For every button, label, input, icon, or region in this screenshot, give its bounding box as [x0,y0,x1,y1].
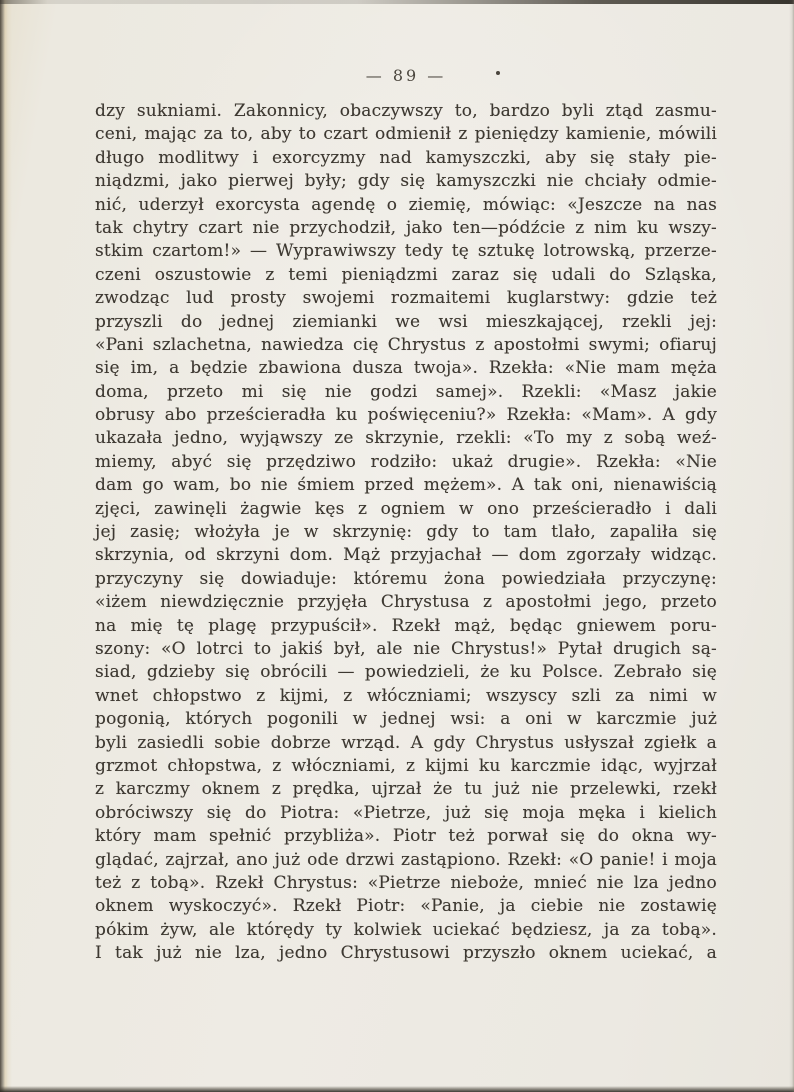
text-line: ukazała jedno, wyjąwszy ze skrzynie, rzekli: «To my z sobą weź- [95,428,717,449]
text-lines [95,100,717,965]
text-line: też z tobą». Rzekł Chrystus: «Pietrze nieboże, mnieć nie lza jedno [95,872,717,893]
text-line: przyszli do jednej ziemianki we wsi mieszkającej, rzekli jej: [95,311,717,332]
text-line: przyczyny się dowiaduje: któremu żona powiedziała przyczynę: [95,568,717,589]
scan-edge-left [0,0,12,1092]
text-line: dzy sukniami. Zakonnicy, obaczywszy to, bardzo byli ztąd zasmu- [95,101,717,121]
text-line: ceni, mając za to, aby to czart odmienił z pieniędzy kamienie, mówili [95,124,717,145]
text-line: pókim żyw, ale którędy ty kolwiek uciekać będziesz, ja za tobą». [95,919,717,940]
text-line: stkim czartom!» — Wyprawiwszy tedy tę sztukę lotrowską, przerze- [95,241,717,262]
ink-speck [496,71,500,75]
text-line: obróciwszy się do Piotra: «Pietrze, już się moja męka i kielich [95,802,717,823]
text-line: który mam spełnić przybliża». Piotr też porwał się do okna wy- [95,826,717,847]
text-line: I tak już nie lza, jedno Chrystusowi przyszło oknem uciekać, a [95,943,717,964]
text-line: nić, uderzył exorcysta agendę o ziemię, mówiąc: «Jeszcze na nas [95,194,717,215]
scan-edge-top [0,0,794,4]
text-line: miemy, abyć się przędziwo rodziło: ukaż drugie». Rzekła: «Nie [95,451,717,472]
text-line: pogonią, których pogonili w jednej wsi: a oni w karczmie już [95,709,717,730]
text-line: wnet chłopstwo z kijmi, z włóczniami; wszyscy szli za nimi w [95,685,717,706]
text-line: tak chytry czart nie przychodził, jako ten—pódźcie z nim ku wszy- [95,217,717,238]
text-line: szony: «O lotrci to jakiś był, ale nie Chrystus!» Pytał drugich są- [95,638,717,659]
scan-edge-bottom [0,1086,794,1092]
text-line: grzmot chłopstwa, z włóczniami, z kijmi ku karczmie idąc, wyjrzał [95,755,717,776]
text-line: skrzynia, od skrzyni dom. Mąż przyjachał — dom zgorzały widząc. [95,545,717,566]
text-line: doma, przeto mi się nie godzi samej». Rzekli: «Masz jakie [95,381,717,402]
text-line: obrusy abo prześcieradła ku poświęceniu?» Rzekła: «Mam». A gdy [95,405,717,426]
text-line: dam go wam, bo nie śmiem przed mężem». A tak oni, nienawiścią [95,475,717,496]
text-line: na mię tę plagę przypuścił». Rzekł mąż, będąc gniewem poru- [95,615,717,636]
text-line: czeni oszustowie z temi pieniądzmi zaraz się udali do Szląska, [95,264,717,285]
text-line: glądać, zajrzał, ano już ode drzwi zastąpiono. Rzekł: «O panie! i moja [95,849,717,870]
page-number: — 89 — [365,66,447,85]
text-line: siad, gdzieby się obrócili — powiedzieli, że ku Polsce. Zebrało się [95,662,717,683]
scan-edge-right [789,0,794,1092]
text-line: oknem wyskoczyć». Rzekł Piotr: «Panie, ja ciebie nie zostawię [95,896,717,917]
text-line: się im, a będzie zbawiona dusza twoja». Rzekła: «Nie mam męża [95,358,717,379]
text-line: zjęci, zawinęli żagwie kęs z ogniem w ono prześcieradło i dali [95,498,717,519]
text-line: byli zasiedli sobie dobrze wrząd. A gdy Chrystus usłyszał zgiełk a [95,732,717,753]
text-line: jej zasię; włożyła je w skrzynię: gdy to tam tlało, zapaliła się [95,522,717,543]
text-line: «iżem niewdzięcznie przyjęła Chrystusa z apostołmi jego, przeto [95,592,717,613]
text-line: z karczmy oknem z prędka, ujrzał że tu już nie przelewki, rzekł [95,779,717,800]
text-line: długo modlitwy i exorcyzmy nad kamyszczki, aby się stały pie- [95,147,717,168]
text-line: niądzmi, jako pierwej były; gdy się kamyszczki nie chciały odmie- [95,171,717,192]
text-line: «Pani szlachetna, nawiedza cię Chrystus z apostołmi swymi; ofiaruj [95,334,717,355]
text-line: zwodząc lud prosty swojemi rozmaitemi kuglarstwy: gdzie też [95,288,717,309]
